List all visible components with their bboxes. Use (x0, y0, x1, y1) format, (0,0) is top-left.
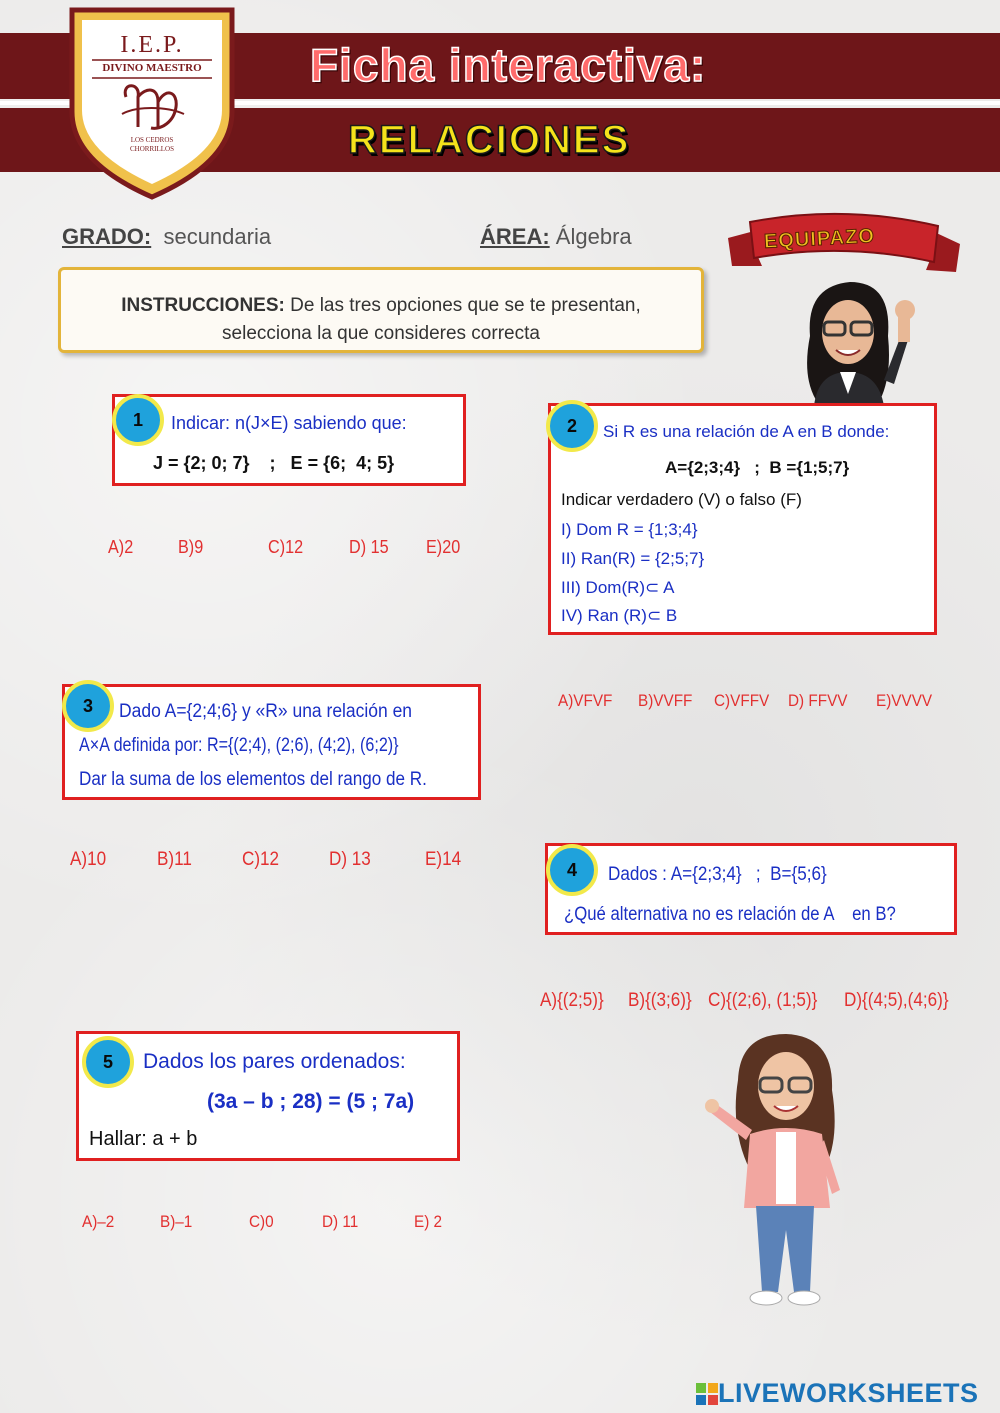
question-2-number: 2 (546, 400, 598, 452)
area-value: Álgebra (555, 224, 632, 249)
question-2-line4: I) Dom R = {1;3;4} (561, 520, 698, 539)
question-5-number: 5 (82, 1036, 134, 1088)
liveworksheets-logo[interactable] (696, 1378, 979, 1409)
q4-option-b[interactable]: B){(3;6)} (628, 990, 692, 1011)
question-5-line2: (3a – b ; 28) = (5 ; 7a) (207, 1090, 415, 1113)
q4-option-d[interactable]: D){(4;5),(4;6)} (844, 990, 949, 1011)
grado-row (62, 224, 271, 250)
question-2-line5: II) Ran(R) = {2;5;7} (561, 549, 705, 568)
question-2-line1: Si R es una relación de A en B donde: (603, 422, 890, 441)
q2-option-a[interactable]: A)VFVF (558, 691, 613, 710)
page-title: Ficha interactiva: (310, 39, 707, 91)
q1-option-b[interactable]: B)9 (178, 537, 204, 557)
question-4-box (545, 843, 957, 935)
instructions-line1: De las tres opciones que se te presentan, (290, 295, 641, 316)
q3-option-e[interactable]: E)14 (425, 849, 462, 870)
question-2-box (548, 403, 937, 635)
school-logo (66, 2, 238, 202)
teacher-avatar-bottom (700, 1030, 870, 1310)
q5-option-a[interactable]: A)–2 (82, 1212, 115, 1231)
question-3-line1: Dado A={2;4;6} y «R» una relación en (119, 701, 413, 722)
q5-option-c[interactable]: C)0 (249, 1212, 274, 1231)
question-1-line1: Indicar: n(J×E) sabiendo que: (171, 413, 407, 433)
instructions-label: INSTRUCCIONES: (121, 295, 285, 316)
question-5-box (76, 1031, 460, 1161)
question-2-line7: IV) Ran (R)⊂ B (561, 606, 678, 625)
question-3-line2: A×A definida por: R={(2;4), (2;6), (4;2), (6;2)} (79, 735, 399, 756)
question-3-box (62, 684, 481, 800)
question-2-line6: III) Dom(R)⊂ A (561, 578, 675, 597)
q2-option-e[interactable]: E)VVVV (876, 691, 933, 710)
avatar (788, 276, 928, 406)
teacher-avatar-top (788, 276, 928, 406)
badge-text: EQUIPAZO (763, 225, 876, 253)
q4-option-a[interactable]: A){(2;5)} (540, 990, 604, 1011)
q5-option-b[interactable]: B)–1 (160, 1212, 193, 1231)
instructions-box (58, 267, 704, 353)
q1-option-d[interactable]: D) 15 (349, 537, 389, 557)
area-row (480, 224, 632, 250)
question-1-line2: J = {2; 0; 7} ; E = {6; 4; 5} (153, 453, 395, 473)
q1-option-e[interactable]: E)20 (426, 537, 461, 557)
question-5-line1: Dados los pares ordenados: (143, 1050, 406, 1073)
logo-iep: I.E.P. (120, 32, 184, 58)
question-4-line2: ¿Qué alternativa no es relación de A en B? (564, 904, 896, 925)
avatar (700, 1030, 870, 1310)
question-2-line3: Indicar verdadero (V) o falso (F) (561, 490, 802, 509)
logo-school-name: DIVINO MAESTRO (102, 62, 202, 74)
liveworksheets-text: LIVEWORKSHEETS (718, 1378, 979, 1408)
q3-option-d[interactable]: D) 13 (329, 849, 371, 870)
q5-option-d[interactable]: D) 11 (322, 1212, 359, 1231)
grado-label: GRADO: (62, 224, 152, 249)
page-subtitle: RELACIONES (348, 118, 631, 162)
question-1-box (112, 394, 466, 486)
equipazo-badge (724, 208, 964, 278)
question-3-line3: Dar la suma de los elementos del rango de R. (79, 769, 427, 790)
q2-option-d[interactable]: D) FFVV (788, 691, 848, 710)
q2-option-c[interactable]: C)VFFV (714, 691, 770, 710)
q3-option-b[interactable]: B)11 (157, 849, 192, 870)
q4-option-c[interactable]: C){(2;6), (1;5)} (708, 990, 818, 1011)
q3-option-c[interactable]: C)12 (242, 849, 280, 870)
question-5-line3: Hallar: a + b (89, 1128, 198, 1150)
q1-option-a[interactable]: A)2 (108, 537, 134, 557)
area-label: ÁREA: (480, 224, 550, 249)
q1-option-c[interactable]: C)12 (268, 537, 304, 557)
grado-value: secundaria (163, 224, 272, 249)
liveworksheets-icon (696, 1383, 718, 1405)
q5-option-e[interactable]: E) 2 (414, 1212, 443, 1231)
question-3-number: 3 (62, 680, 114, 732)
q3-option-a[interactable]: A)10 (70, 849, 107, 870)
q2-option-b[interactable]: B)VVFF (638, 691, 693, 710)
question-2-line2: A={2;3;4} ; B ={1;5;7} (665, 458, 850, 477)
logo-location: LOS CEDROS CHORRILLOS (130, 136, 174, 153)
question-4-line1: Dados : A={2;3;4} ; B={5;6} (608, 864, 827, 885)
question-4-number: 4 (546, 844, 598, 896)
instructions-line2: selecciona la que consideres correcta (222, 323, 540, 344)
question-1-number: 1 (112, 394, 164, 446)
